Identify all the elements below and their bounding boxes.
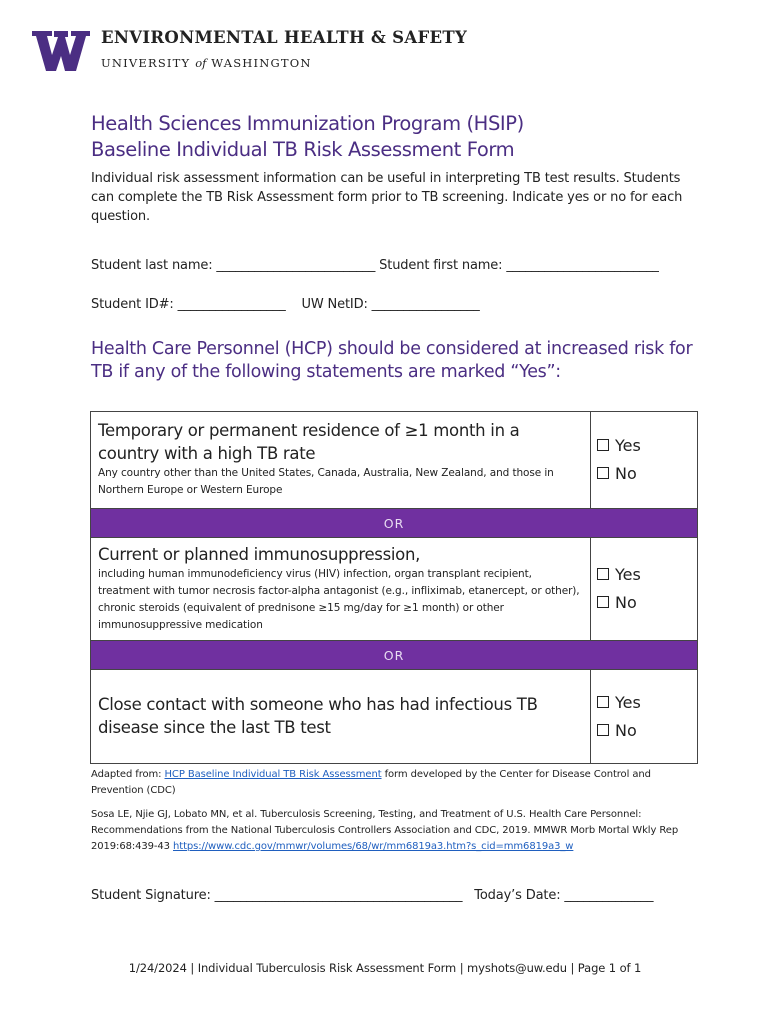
checkbox-icon xyxy=(597,696,609,708)
uni-part2: WASHINGTON xyxy=(211,56,312,70)
question-cell-2 xyxy=(91,538,591,641)
adapted-prefix: Adapted from: xyxy=(91,769,165,780)
checkbox-icon xyxy=(597,596,609,608)
or-divider-1 xyxy=(91,509,698,538)
or-label-2: OR xyxy=(91,641,698,670)
question-row-3 xyxy=(91,670,698,764)
checkbox-icon xyxy=(597,439,609,451)
title-line-2: Baseline Individual TB Risk Assessment Form xyxy=(91,138,515,161)
mmwr-link[interactable]: https://www.cdc.gov/mmwr/volumes/68/wr/mm6819a3.htm?s_cid=mm6819a3_w xyxy=(173,841,574,852)
question-1-sub: Any country other than the United States, Canada, Australia, New Zealand, and those in Northern Europe or Western Europe xyxy=(98,467,554,496)
citation-text: Sosa LE, Njie GJ, Lobato MN, et al. Tuberculosis Screening, Testing, and Treatment of U.S. Health Care Personnel: Recommendations from the National Tuberculosis Controllers Association and CDC, 2019. MMWR Morb Mortal Wkly Rep 2019:68:439-43 xyxy=(91,809,679,852)
intro-paragraph: Individual risk assessment information can be useful in interpreting TB test results. Students can complete the TB Risk Assessment form prior to TB screening. Indicate yes or no for each question. xyxy=(91,171,683,224)
or-divider-2 xyxy=(91,641,698,670)
uni-part1: UNIVERSITY xyxy=(101,56,191,70)
university-name xyxy=(101,56,312,70)
checkbox-icon xyxy=(597,724,609,736)
question-3-main: Close contact with someone who has had infectious TB disease since the last TB test xyxy=(98,694,538,737)
citation-note xyxy=(91,807,701,855)
question-1-main: Temporary or permanent residence of ≥1 month in a country with a high TB rate xyxy=(98,421,520,463)
question-2-sub: including human immunodeficiency virus (HIV) infection, organ transplant recipient, treatment with tumor necrosis factor-alpha antagonist (e.g., infliximab, etanercept, or other), chronic steroids (equivalent of prednisone ≥15 mg/day for ≥1 month) or other immunosuppressive medication xyxy=(98,567,580,631)
no-checkbox-2[interactable] xyxy=(597,589,697,617)
title-line-1: Health Sciences Immunization Program (HSIP) xyxy=(91,112,524,135)
checkbox-icon xyxy=(597,467,609,479)
no-checkbox-1[interactable] xyxy=(597,460,697,488)
options-cell-2 xyxy=(591,538,698,641)
hcp-assessment-link[interactable]: HCP Baseline Individual TB Risk Assessment xyxy=(164,769,382,780)
uni-of: of xyxy=(195,56,207,70)
no-label: No xyxy=(615,720,637,740)
options-cell-1 xyxy=(591,412,698,509)
yes-label: Yes xyxy=(615,565,641,584)
question-2-main: Current or planned immunosuppression, xyxy=(98,544,421,564)
page-footer: 1/24/2024 | Individual Tuberculosis Risk Assessment Form | myshots@uw.edu | Page 1 of 1 xyxy=(128,961,642,975)
question-cell-1 xyxy=(91,412,591,509)
signature-date-fields[interactable]: Student Signature: _______________________________________ Today’s Date: ______________ xyxy=(91,888,654,903)
no-label: No xyxy=(615,593,637,612)
checkbox-icon xyxy=(597,568,609,580)
yes-checkbox-2[interactable] xyxy=(597,561,697,589)
question-row-2 xyxy=(91,538,698,641)
uw-w-logo-icon xyxy=(32,31,90,71)
no-checkbox-3[interactable] xyxy=(597,717,697,745)
question-row-1 xyxy=(91,412,698,509)
risk-table xyxy=(90,411,698,764)
yes-label: Yes xyxy=(615,692,641,712)
question-cell-3 xyxy=(91,670,591,764)
student-name-fields[interactable]: Student last name: _________________________ Student first name: ________________________ xyxy=(91,258,659,273)
adapted-suffix: form developed by the Center for Disease Control and Prevention (CDC) xyxy=(91,769,651,796)
adapted-note xyxy=(91,767,701,799)
student-id-fields[interactable]: Student ID#: _________________ UW NetID: _________________ xyxy=(91,297,480,312)
org-name: ENVIRONMENTAL HEALTH & SAFETY xyxy=(101,28,468,47)
no-label: No xyxy=(615,464,637,483)
yes-checkbox-1[interactable] xyxy=(597,432,697,460)
or-label-1: OR xyxy=(91,509,698,538)
section-heading: Health Care Personnel (HCP) should be considered at increased risk for TB if any of the following statements are marked “Yes”: xyxy=(91,339,693,382)
yes-label: Yes xyxy=(615,436,641,455)
options-cell-3 xyxy=(591,670,698,764)
yes-checkbox-3[interactable] xyxy=(597,689,697,717)
page-title xyxy=(91,111,524,163)
